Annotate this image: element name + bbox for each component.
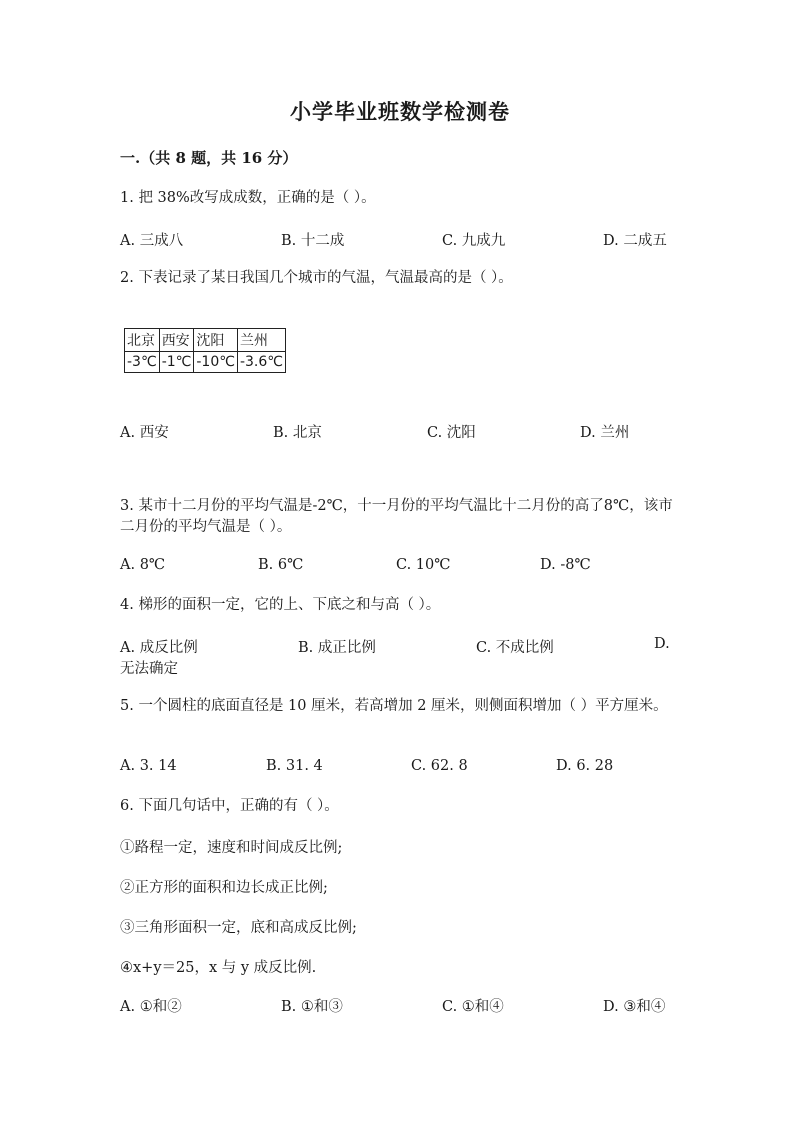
table-cell: 北京 — [125, 329, 160, 352]
option-a[interactable]: A. 三成八 — [120, 233, 184, 249]
option-d[interactable]: D. — [654, 636, 670, 652]
option-b[interactable]: B. ①和③ — [281, 999, 343, 1015]
statement-2: ②正方形的面积和边长成正比例; — [120, 880, 328, 896]
question-5-stem: 5. 一个圆柱的底面直径是 10 厘米，若高增加 2 厘米，则侧面积增加（ ）平方厘米。 — [120, 698, 668, 714]
option-c[interactable]: C. 沈阳 — [427, 425, 476, 441]
option-c[interactable]: C. 10℃ — [396, 557, 451, 573]
question-2-options — [0, 421, 800, 442]
question-1-options — [0, 229, 800, 250]
table-cell: -10℃ — [194, 352, 238, 373]
statement-4: ④x+y＝25，x 与 y 成反比例. — [120, 960, 317, 976]
section-heading: 一.（共 8 题，共 16 分） — [120, 149, 298, 167]
temperature-table — [124, 328, 286, 373]
option-c[interactable]: C. 九成九 — [442, 233, 506, 249]
option-b[interactable]: B. 6℃ — [258, 557, 304, 573]
question-5-options — [0, 758, 800, 779]
question-6-stem: 6. 下面几句话中，正确的有（ ）。 — [120, 798, 339, 814]
option-d-continuation[interactable]: 无法确定 — [120, 661, 178, 677]
page-title: 小学毕业班数学检测卷 — [290, 99, 510, 124]
option-d[interactable]: D. 二成五 — [603, 233, 667, 249]
table-cell: 兰州 — [237, 329, 285, 352]
table-cell: -3℃ — [125, 352, 160, 373]
question-3-stem: 3. 某市十二月份的平均气温是-2℃，十一月份的平均气温比十二月份的高了8℃，该市二月份的平均气温是（ ）。 — [120, 498, 673, 535]
question-1-stem: 1. 把 38%改写成成数，正确的是（ ）。 — [120, 190, 376, 206]
table-row-cities — [125, 329, 286, 352]
table-cell: 西安 — [159, 329, 194, 352]
question-3-options — [0, 557, 800, 578]
option-b[interactable]: B. 31. 4 — [266, 758, 323, 774]
option-a[interactable]: A. 8℃ — [120, 557, 166, 573]
option-d[interactable]: D. -8℃ — [540, 557, 591, 573]
option-c[interactable]: C. 62. 8 — [411, 758, 468, 774]
option-d[interactable]: D. ③和④ — [603, 999, 666, 1015]
table-cell: -3.6℃ — [237, 352, 285, 373]
option-a[interactable]: A. 成反比例 — [120, 640, 198, 656]
option-d[interactable]: D. 兰州 — [580, 425, 630, 441]
option-b[interactable]: B. 十二成 — [281, 233, 345, 249]
option-a[interactable]: A. 3. 14 — [120, 758, 177, 774]
option-a[interactable]: A. ①和② — [120, 999, 182, 1015]
option-a[interactable]: A. 西安 — [120, 425, 169, 441]
option-b[interactable]: B. 成正比例 — [298, 640, 376, 656]
statement-3: ③三角形面积一定，底和高成反比例; — [120, 920, 357, 936]
statement-1: ①路程一定，速度和时间成反比例; — [120, 840, 343, 856]
table-row-temperatures — [125, 352, 286, 373]
question-6-options — [0, 995, 800, 1016]
table-cell: 沈阳 — [194, 329, 238, 352]
question-4-stem: 4. 梯形的面积一定，它的上、下底之和与高（ ）。 — [120, 597, 441, 613]
question-4-options — [0, 636, 800, 657]
option-c[interactable]: C. ①和④ — [442, 999, 504, 1015]
table-cell: -1℃ — [159, 352, 194, 373]
question-2-stem: 2. 下表记录了某日我国几个城市的气温，气温最高的是（ ）。 — [120, 270, 513, 286]
option-d[interactable]: D. 6. 28 — [556, 758, 614, 774]
option-c[interactable]: C. 不成比例 — [476, 640, 554, 656]
option-b[interactable]: B. 北京 — [273, 425, 322, 441]
